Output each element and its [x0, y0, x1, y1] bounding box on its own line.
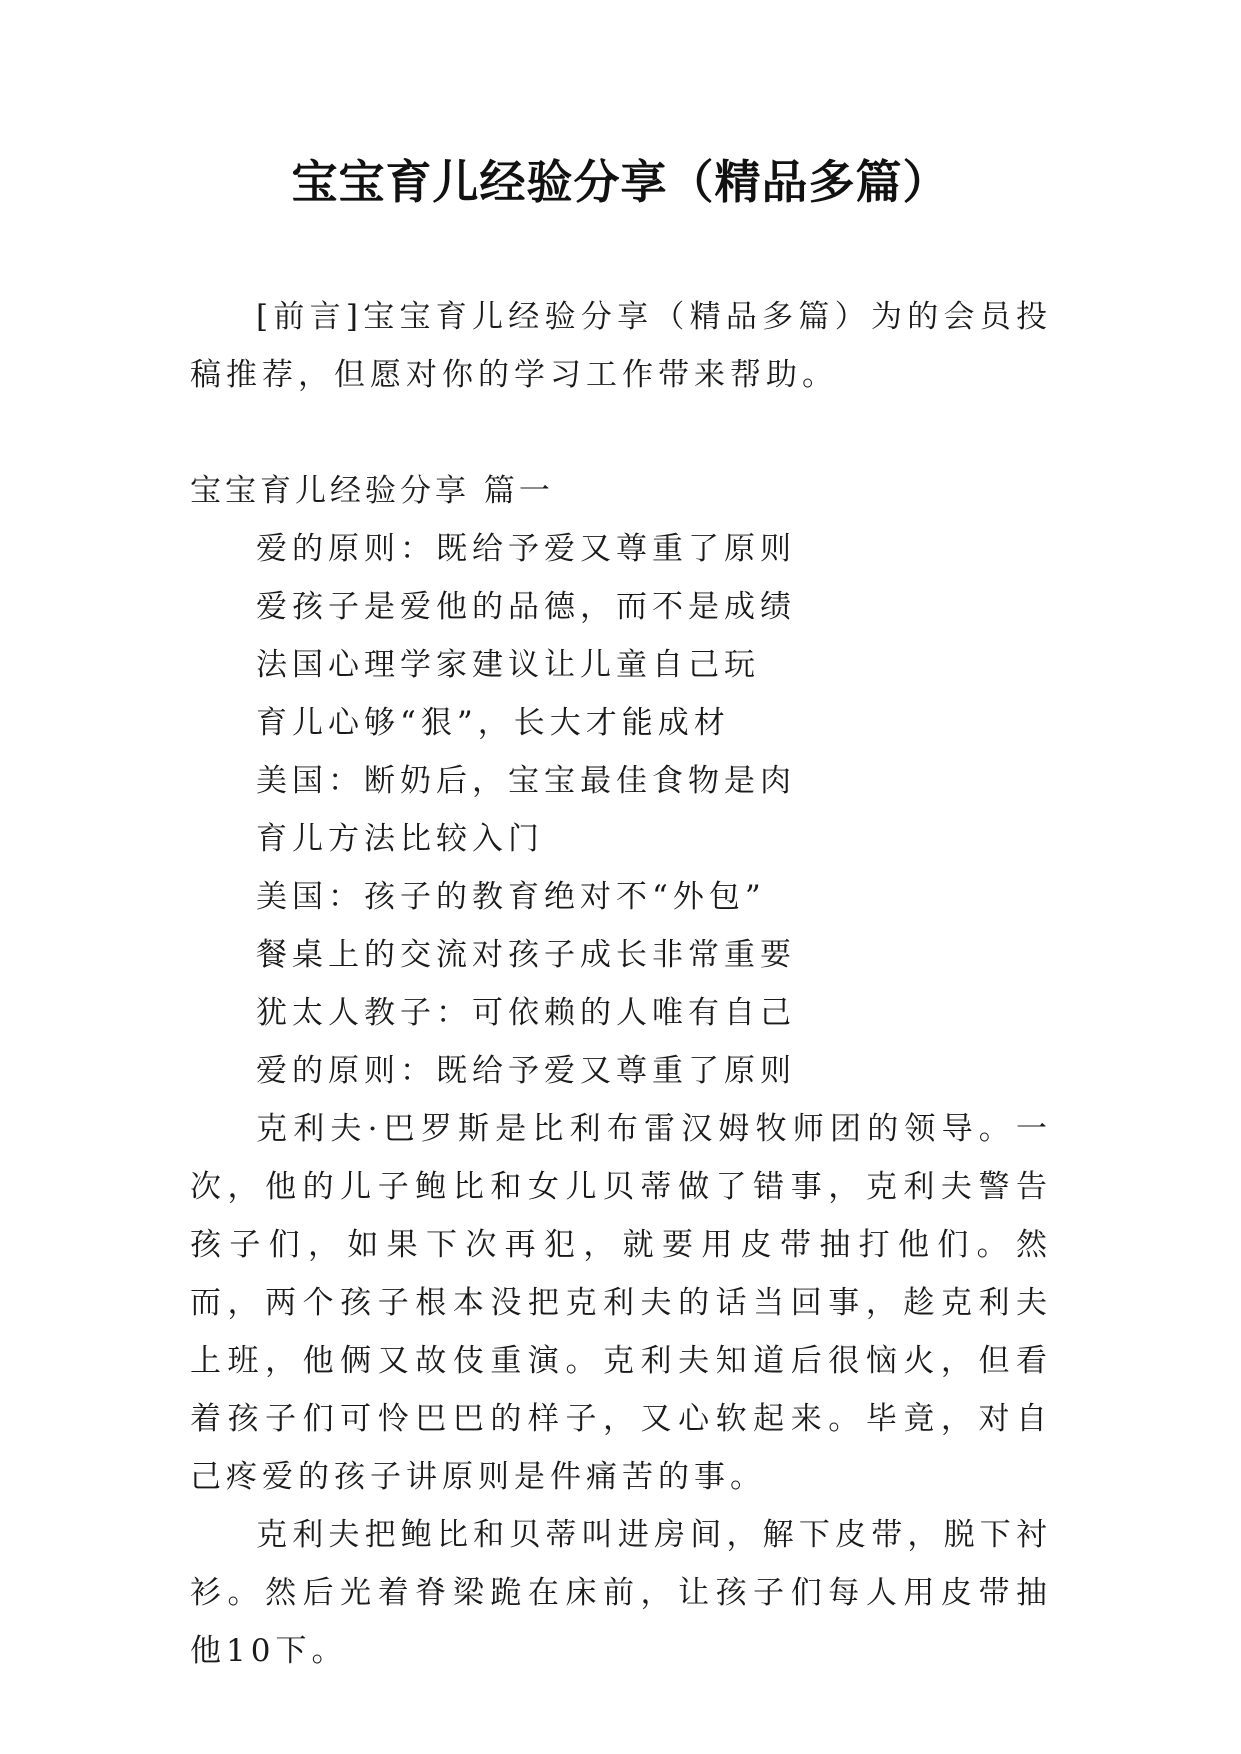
list-item: 爱的原则：既给予爱又尊重了原则 — [256, 1053, 796, 1089]
section-heading: 宝宝育儿经验分享 篇一 — [190, 473, 554, 509]
list-item: 美国：孩子的教育绝对不“外包” — [256, 879, 766, 915]
toc-list — [190, 520, 1052, 1100]
list-item: 法国心理学家建议让儿童自己玩 — [256, 647, 760, 683]
document-body — [190, 288, 1052, 1680]
body-paragraph: 克利夫·巴罗斯是比利布雷汉姆牧师团的领导。一次，他的儿子鲍比和女儿贝蒂做了错事，克利夫警告孩子们，如果下次再犯，就要用皮带抽打他们。然而，两个孩子根本没把克利夫的话当回事，趁克利夫上班，他俩又故伎重演。克利夫知道后很恼火，但看着孩子们可怜巴巴的样子，又心软起来。毕竟，对自己疼爱的孩子讲原则是件痛苦的事。 — [190, 1111, 1052, 1495]
list-item: 美国：断奶后，宝宝最佳食物是肉 — [256, 763, 796, 799]
list-item: 育儿方法比较入门 — [256, 821, 544, 857]
preface-paragraph: [前言]宝宝育儿经验分享（精品多篇）为的会员投稿推荐，但愿对你的学习工作带来帮助。 — [190, 299, 1052, 393]
list-item: 犹太人教子：可依赖的人唯有自己 — [256, 995, 796, 1031]
document-title: 宝宝育儿经验分享（精品多篇） — [291, 155, 950, 209]
list-item: 爱的原则：既给予爱又尊重了原则 — [256, 531, 796, 567]
list-item: 育儿心够“狠”，长大才能成材 — [256, 705, 730, 741]
body-paragraph: 克利夫把鲍比和贝蒂叫进房间，解下皮带，脱下衬衫。然后光着脊梁跪在床前，让孩子们每人用皮带抽他10下。 — [190, 1517, 1052, 1669]
list-item: 餐桌上的交流对孩子成长非常重要 — [256, 937, 796, 973]
list-item: 爱孩子是爱他的品德，而不是成绩 — [256, 589, 796, 625]
